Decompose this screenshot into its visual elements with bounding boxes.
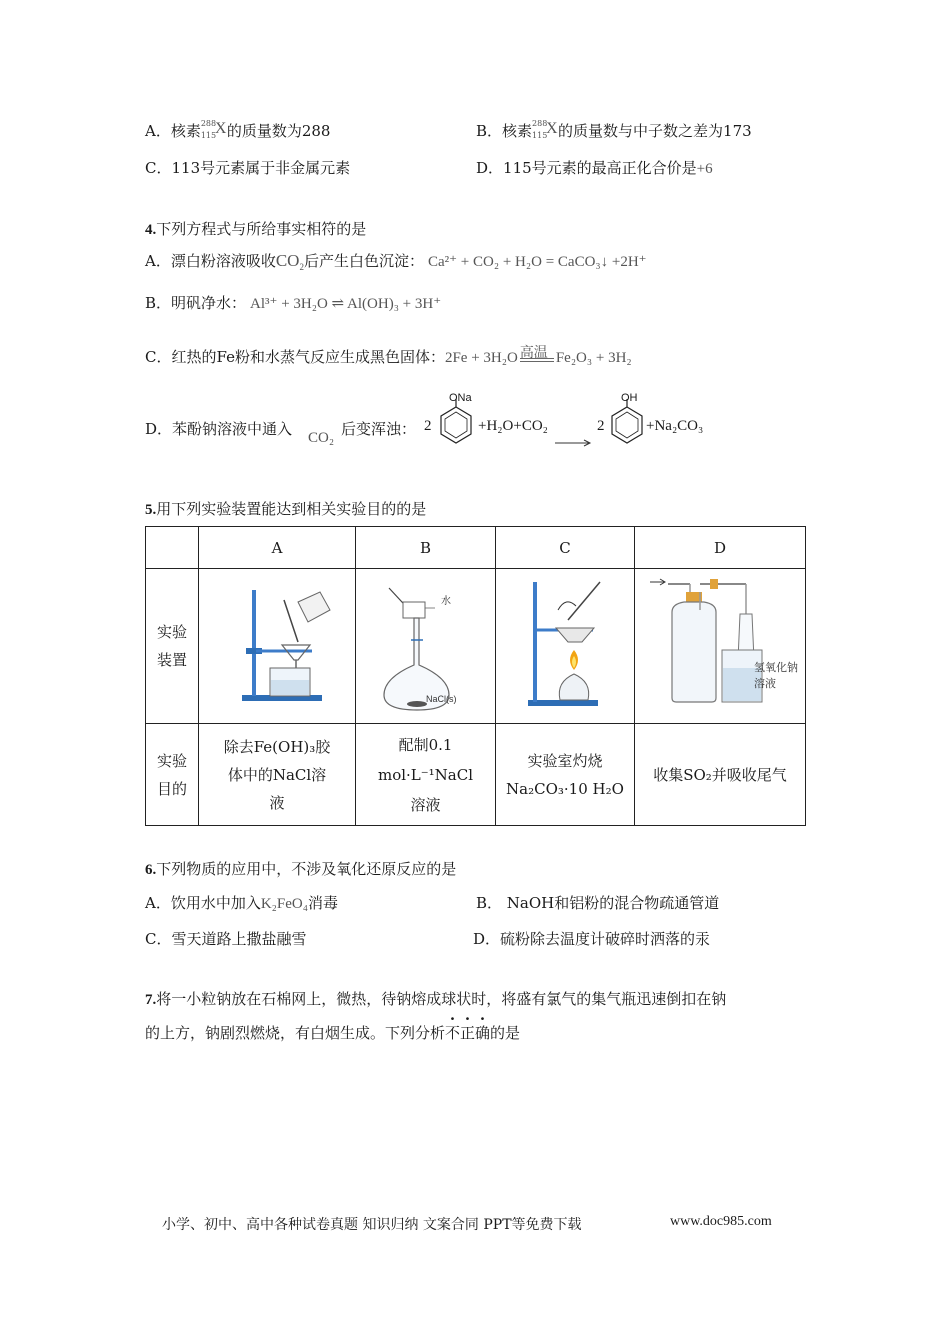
crucible-burner-icon bbox=[498, 570, 632, 715]
gas-collection-bottle-icon bbox=[638, 570, 802, 715]
isotope-symbol: 288 115 X bbox=[200, 119, 227, 140]
q6-option-a: A．饮用水中加入K₂FeO₄消毒 bbox=[145, 894, 338, 912]
q7-line2: 的上方，钠剧烈燃烧，有白烟生成。下列分析不正确 · · · 的是 bbox=[145, 1010, 521, 1042]
footer-text: 小学、初中、高中各种试卷真题 知识归纳 文案合同 PPT等免费下载 bbox=[162, 1217, 582, 1233]
apparatus-c bbox=[496, 569, 635, 724]
col-header-d: D bbox=[635, 527, 806, 569]
row-label-apparatus: 实验装置 bbox=[146, 569, 199, 724]
reaction-arrow bbox=[555, 438, 593, 448]
q3-option-b-text: 的质量数与中子数之差为173 bbox=[558, 122, 752, 140]
q4-option-d: D．苯酚钠溶液中通入 bbox=[145, 420, 293, 438]
q4-option-b: B．明矾净水： Al³⁺ + 3H₂O ⇌ Al(OH)₃ + 3H⁺ bbox=[145, 294, 442, 312]
q3-option-d: D．115号元素的最高正化合价是+6 bbox=[476, 159, 713, 177]
experiment-table bbox=[145, 526, 806, 826]
q3-option-c: C．113号元素属于非金属元素 bbox=[145, 159, 351, 177]
q7-line1: 7.将一小粒钠放在石棉网上，微热，待钠熔成球状时，将盛有氯气的集气瓶迅速倒扣在钠 bbox=[145, 990, 727, 1008]
purpose-d: 收集SO₂并吸收尾气 bbox=[635, 724, 806, 826]
q3-option-d-value: +6 bbox=[696, 161, 713, 177]
nacl-solid-label: NaCl(s) bbox=[426, 694, 457, 704]
q6-option-d: D．硫粉除去温度计破碎时洒落的汞 bbox=[473, 930, 711, 948]
footer-url[interactable]: www.doc985.com bbox=[670, 1214, 772, 1229]
q3-option-a bbox=[145, 120, 330, 142]
volumetric-flask-icon bbox=[359, 570, 493, 715]
q4-option-a: A．漂白粉溶液吸收$CO_2$后产生白色沉淀： Ca²⁺ + CO₂ + H₂O = CaCO₃↓ +2H⁺ bbox=[145, 251, 647, 272]
purpose-a: 除去Fe(OH)₃胶体中的NaCl溶液 bbox=[199, 724, 356, 826]
q4-title: 4.下列方程式与所给事实相符的是 bbox=[145, 220, 367, 238]
filtration-apparatus-icon bbox=[202, 570, 352, 715]
q3-option-b-prefix: B．核素 bbox=[476, 122, 533, 140]
col-header-b: B bbox=[356, 527, 496, 569]
apparatus-a bbox=[199, 569, 356, 724]
naoh-solution-label: 氢氧化钠溶液 bbox=[754, 661, 798, 690]
q6-option-c: C．雪天道路上撒盐融雪 bbox=[145, 930, 307, 948]
isotope-symbol: 288 115 X bbox=[532, 119, 558, 140]
q6-title: 6.下列物质的应用中，不涉及氧化还原反应的是 bbox=[145, 860, 457, 878]
q3-option-b bbox=[476, 120, 752, 142]
water-label: 水 bbox=[441, 596, 451, 607]
emphasis-not-correct: 不正确 · · · bbox=[445, 1010, 491, 1042]
q5-title: 5.用下列实验装置能达到相关实验目的的是 bbox=[145, 500, 427, 518]
apparatus-d bbox=[635, 569, 806, 724]
col-header-a: A bbox=[199, 527, 356, 569]
co2-label: CO₂ bbox=[308, 430, 335, 446]
row-label-purpose: 实验目的 bbox=[146, 724, 199, 826]
q3-option-a-prefix: A．核素 bbox=[145, 122, 201, 140]
q4-equation-a: Ca²⁺ + CO₂ + H₂O = CaCO₃↓ +2H⁺ bbox=[427, 254, 647, 270]
q6-option-b: B． NaOH和铝粉的混合物疏通管道 bbox=[476, 894, 720, 912]
q4-equation-b: Al³⁺ + 3H₂O ⇌ Al(OH)₃ + 3H⁺ bbox=[250, 296, 442, 312]
purpose-c: 实验室灼烧Na₂CO₃·10 H₂O bbox=[496, 724, 635, 826]
col-header-c: C bbox=[496, 527, 635, 569]
q4-option-c: C．红热的Fe粉和水蒸气反应生成黑色固体：2Fe + 3H₂O 高温 Fe₂O₃ + 3H₂ bbox=[145, 346, 632, 366]
q3-option-a-text: 的质量数为288 bbox=[226, 122, 331, 140]
purpose-b: 配制0.1 mol·L⁻¹NaCl溶液 bbox=[356, 724, 496, 826]
